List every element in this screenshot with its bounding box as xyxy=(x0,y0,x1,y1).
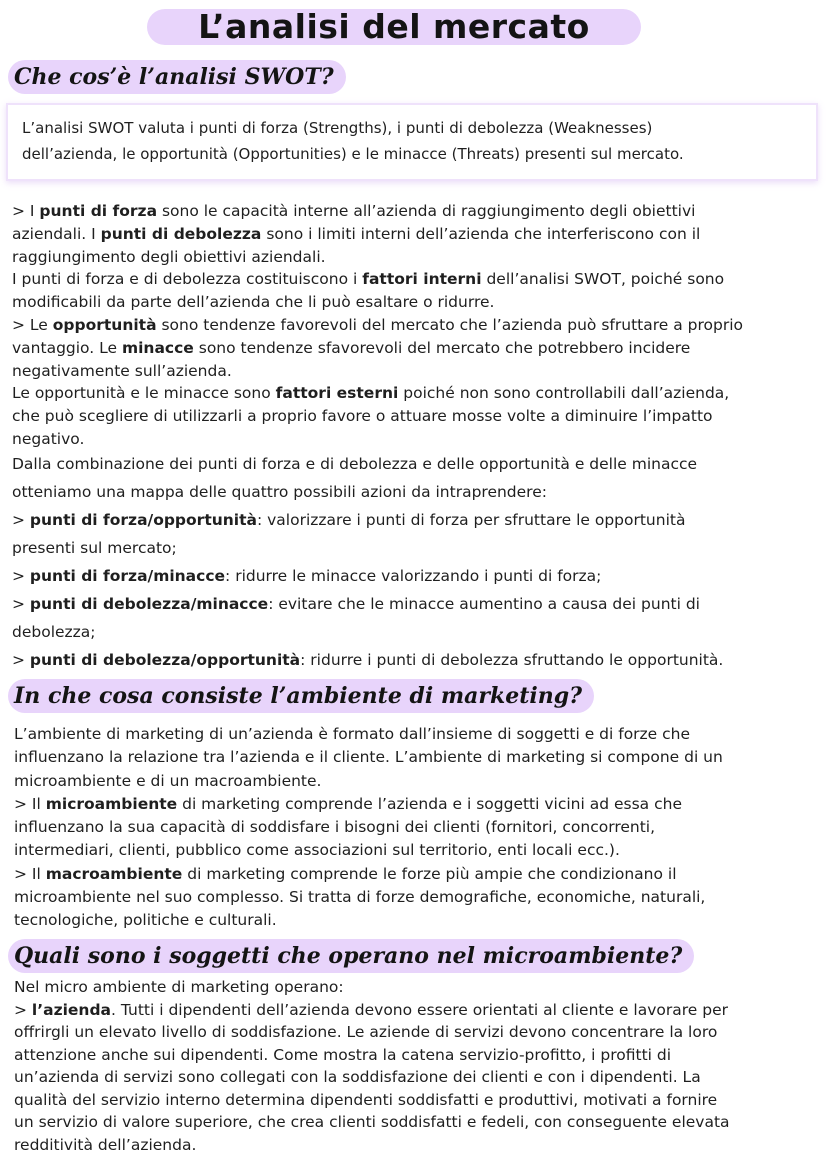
text-line: debolezza; xyxy=(12,623,96,641)
bold-term: microambiente xyxy=(45,794,178,813)
text-line: qualità del servizio interno determina dipendenti soddisfatti e produttivi, motivati a fornire xyxy=(14,1090,718,1109)
text-line: raggiungimento degli obiettivi aziendali. xyxy=(12,247,326,266)
text-line: microambiente e di un macroambiente. xyxy=(14,771,322,790)
text-line: che può scegliere di utilizzarli a proprio favore o attuare mosse volte a diminuire l’impatto xyxy=(12,407,713,426)
text-line: > Le opportunità sono tendenze favorevoli del mercato che l’azienda può sfruttare a proprio xyxy=(12,315,743,334)
bold-term: punti di forza/minacce xyxy=(29,567,226,585)
text-line: negativo. xyxy=(12,429,85,448)
text-line: Le opportunità e le minacce sono fattori esterni poiché non sono controllabili dall’azienda, xyxy=(12,384,730,403)
text-line: un servizio di valore superiore, che crea clienti soddisfatti e fedeli, con conseguente elevata xyxy=(14,1113,730,1131)
text-line: presenti sul mercato; xyxy=(12,539,177,557)
text-line: Dalla combinazione dei punti di forza e di debolezza e delle opportunità e delle minacce xyxy=(12,455,698,473)
text-line: modificabili da parte dell’azienda che li può esaltare o ridurre. xyxy=(12,293,495,312)
text-line: > Il microambiente di marketing comprende l’azienda e i soggetti vicini ad essa che xyxy=(14,794,682,813)
paragraph-swot-factors xyxy=(12,200,743,451)
bold-term: macroambiente xyxy=(45,864,183,883)
text-line: otteniamo una mappa delle quattro possibili azioni da intraprendere: xyxy=(12,483,547,501)
bold-term: fattori interni xyxy=(362,270,482,289)
text-line: > l’azienda. Tutti i dipendenti dell’azienda devono essere orientati al cliente e lavorare per xyxy=(14,1000,728,1019)
bold-term: fattori esterni xyxy=(275,384,399,403)
text-line: L’ambiente di marketing di un’azienda è formato dall’insieme di soggetti e di forze che xyxy=(14,725,691,743)
paragraph-marketing-environment xyxy=(14,723,723,933)
list-item: > punti di forza/opportunità: valorizzare i punti di forza per sfruttare le opportunità xyxy=(12,511,686,529)
bold-term: punti di debolezza/minacce xyxy=(29,595,269,613)
page-title: L’analisi del mercato xyxy=(147,9,641,45)
text-line: redditività dell’azienda. xyxy=(14,1135,197,1154)
text-line: Nel micro ambiente di marketing operano: xyxy=(14,978,344,996)
bold-term: punti di debolezza xyxy=(100,224,262,243)
text-line: influenzano la relazione tra l’azienda e il cliente. L’ambiente di marketing si compone di un xyxy=(14,748,723,767)
section-heading-swot: Che cos’è l’analisi SWOT? xyxy=(8,60,346,94)
text-line: offrirgli un elevato livello di soddisfazione. Le aziende di servizi devono concentrare la loro xyxy=(14,1023,718,1041)
swot-definition-box xyxy=(6,103,818,181)
text-line: intermediari, clienti, pubblico come associazioni sul territorio, enti locali ecc.). xyxy=(14,841,620,860)
list-item: > punti di debolezza/minacce: evitare che le minacce aumentino a causa dei punti di xyxy=(12,595,700,613)
list-item: > punti di debolezza/opportunità: ridurre i punti di debolezza sfruttando le opportunità. xyxy=(12,651,724,669)
bold-term: minacce xyxy=(121,338,194,357)
section-heading-microenvironment: Quali sono i soggetti che operano nel microambiente? xyxy=(8,939,694,973)
text-line: un’azienda di servizi sono collegati con la soddisfazione dei clienti e con i dipendenti. La xyxy=(14,1068,701,1086)
text-line: > I punti di forza sono le capacità interne all’azienda di raggiungimento degli obiettivi xyxy=(12,202,696,220)
text-line: influenzano la sua capacità di soddisfare i bisogni dei clienti (fornitori, concorrenti, xyxy=(14,818,656,837)
text-line: microambiente nel suo complesso. Si tratta di forze demografiche, economiche, naturali, xyxy=(14,888,706,907)
text-line: attenzione anche sui dipendenti. Come mostra la catena servizio-profitto, i profitti di xyxy=(14,1045,672,1064)
swot-definition-text xyxy=(22,115,802,167)
text-line: aziendali. I punti di debolezza sono i limiti interni dell’azienda che interferiscono con il xyxy=(12,224,701,243)
text-line: dell’azienda, le opportunità (Opportunities) e le minacce (Threats) presenti sul mercato. xyxy=(22,145,684,163)
bold-term: opportunità xyxy=(52,315,157,334)
text-line: > Il macroambiente di marketing comprende le forze più ampie che condizionano il xyxy=(14,864,677,883)
text-line: tecnologiche, politiche e culturali. xyxy=(14,911,277,930)
bold-term: l’azienda xyxy=(31,1000,112,1019)
text-line: I punti di forza e di debolezza costituiscono i fattori interni dell’analisi SWOT, poiché sono xyxy=(12,270,725,289)
bold-term: punti di forza/opportunità xyxy=(29,511,257,529)
text-line: L’analisi SWOT valuta i punti di forza (Strengths), i punti di debolezza (Weaknesses) xyxy=(22,119,653,137)
bold-term: punti di forza xyxy=(39,202,158,220)
section-heading-marketing-environment: In che cosa consiste l’ambiente di marketing? xyxy=(8,679,594,713)
text-line: vantaggio. Le minacce sono tendenze sfavorevoli del mercato che potrebbero incidere xyxy=(12,338,691,357)
list-item: > punti di forza/minacce: ridurre le minacce valorizzando i punti di forza; xyxy=(12,567,602,585)
paragraph-microenvironment xyxy=(14,976,730,1156)
paragraph-swot-matrix xyxy=(12,450,723,674)
bold-term: punti di debolezza/opportunità xyxy=(29,651,301,669)
text-line: negativamente sull’azienda. xyxy=(12,361,232,380)
